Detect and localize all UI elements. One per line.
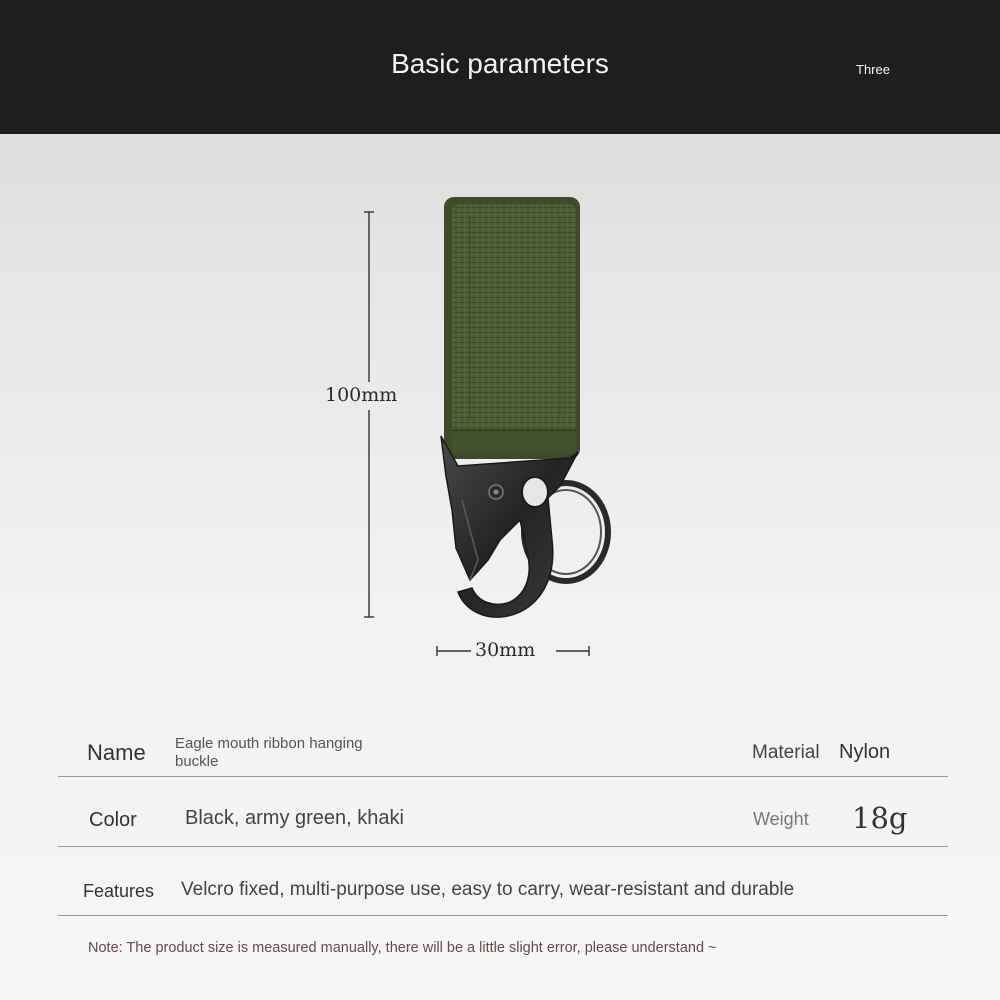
color-label: Color <box>89 809 137 831</box>
nylon-strap <box>444 197 580 459</box>
hook-buckle-illustration <box>400 190 630 630</box>
color-value: Black, army green, khaki <box>185 807 404 829</box>
name-value-line1: Eagle mouth ribbon hanging <box>175 735 363 752</box>
page-title: Basic parameters <box>391 48 609 79</box>
name-value-line2: buckle <box>175 753 219 770</box>
spec-row-features <box>58 847 948 916</box>
spec-row-name <box>58 720 948 777</box>
height-dimension-label: 100mm <box>325 384 398 406</box>
eagle-mouth-hook <box>441 436 578 617</box>
header-tag: Three <box>856 62 890 77</box>
size-note: Note: The product size is measured manually, there will be a little slight error, please understand ~ <box>88 940 717 956</box>
name-label: Name <box>87 740 146 765</box>
spec-table <box>58 720 948 916</box>
spec-row-color <box>58 777 948 847</box>
material-label: Material <box>752 742 820 763</box>
weight-value: 18g <box>852 801 908 835</box>
weight-label: Weight <box>753 809 809 829</box>
material-value: Nylon <box>839 741 891 763</box>
width-dimension-label: 30mm <box>475 639 536 661</box>
features-label: Features <box>83 881 155 901</box>
features-value: Velcro fixed, multi-purpose use, easy to carry, wear-resistant and durable <box>181 879 795 900</box>
